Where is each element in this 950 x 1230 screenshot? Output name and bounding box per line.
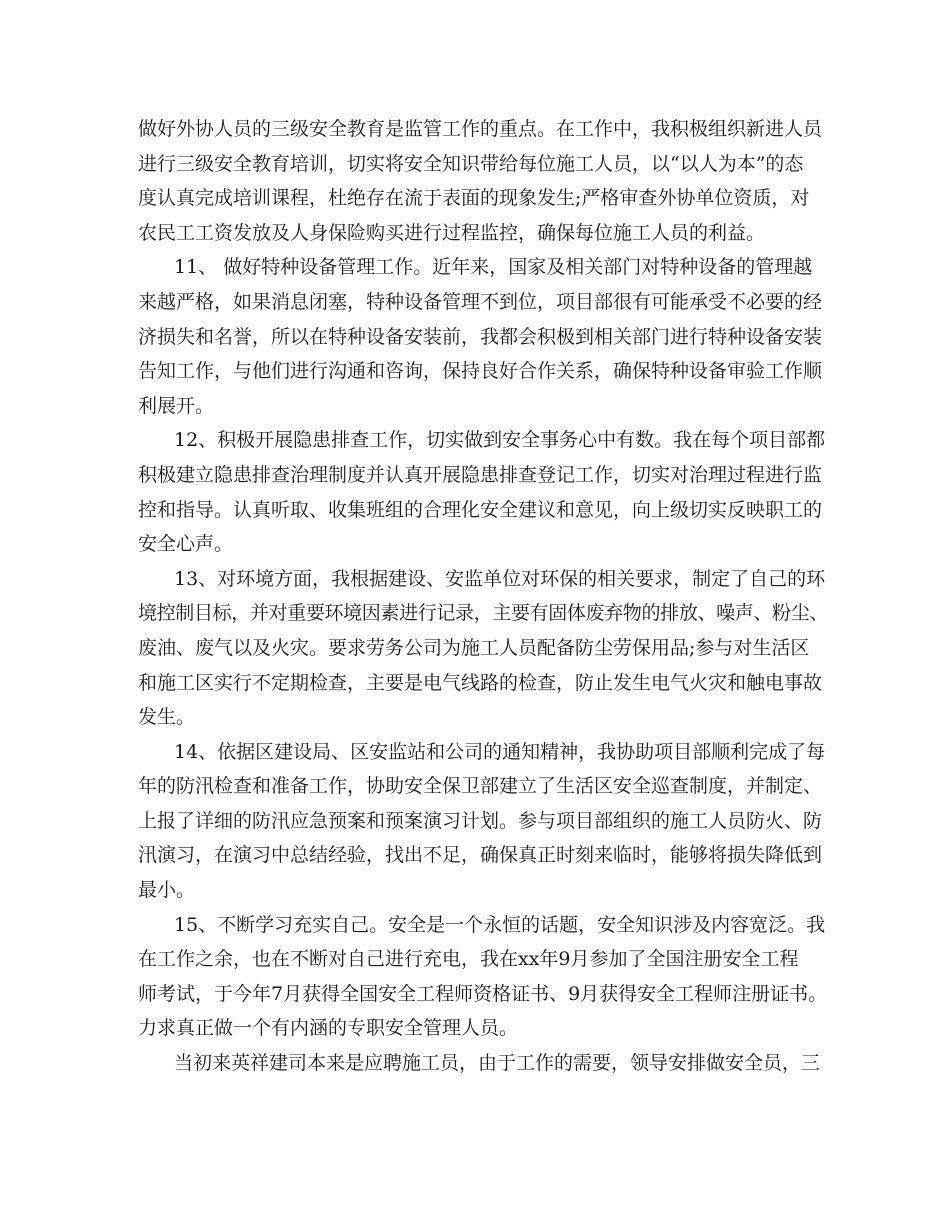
- text-line: 12、积极开展隐患排查工作，切实做到安全事务心中有数。我在每个项目部都: [174, 429, 826, 452]
- text-line: 在工作之余，也在不断对自己进行充电，我在xx年9月参加了全国注册安全工程: [138, 948, 799, 971]
- text-line: 13、对环境方面，我根据建设、安监单位对环保的相关要求，制定了自己的环: [174, 567, 826, 590]
- text-line: 安全心声。: [138, 533, 234, 556]
- text-line: 14、依据区建设局、区安监站和公司的通知精神，我协助项目部顺利完成了每: [174, 740, 826, 763]
- text-line: 做好外协人员的三级安全教育是监管工作的重点。在工作中，我积极组织新进人员: [138, 118, 823, 140]
- text-line: 度认真完成培训课程，杜绝存在流于表面的现象发生;严格审查外协单位资质，对: [138, 187, 810, 210]
- text-line: 来越严格，如果消息闭塞，特种设备管理不到位，项目部很有可能承受不必要的经: [138, 290, 823, 313]
- text-line: 进行三级安全教育培训，切实将安全知识带给每位施工人员，以“以人为本”的态: [138, 152, 804, 175]
- text-line: 和施工区实行不定期检查，主要是电气线路的检查，防止发生电气火灾和触电事故: [138, 671, 823, 694]
- text-line: 最小。: [138, 879, 196, 902]
- text-line: 汛演习，在演习中总结经验，找出不足，确保真正时刻来临时，能够将损失降低到: [138, 844, 823, 867]
- text-line: 年的防汛检查和准备工作，协助安全保卫部建立了生活区安全巡查制度，并制定、: [138, 775, 823, 798]
- text-line: 力求真正做一个有内涵的专职安全管理人员。: [138, 1017, 519, 1040]
- text-line: 师考试，于今年7月获得全国安全工程师资格证书、9月获得安全工程师注册证书。: [138, 982, 828, 1005]
- text-line: 11、 做好特种设备管理工作。近年来，国家及相关部门对特种设备的管理越: [174, 256, 813, 279]
- document-body: [138, 112, 828, 1081]
- text-line: 积极建立隐患排查治理制度并认真开展隐患排查登记工作，切实对治理过程进行监: [138, 463, 823, 486]
- text-line: 农民工工资发放及人身保险购买进行过程监控，确保每位施工人员的利益。: [138, 221, 766, 244]
- text-line: 当初来英祥建司本来是应聘施工员，由于工作的需要，领导安排做安全员，三: [174, 1052, 821, 1075]
- text-line: 境控制目标，并对重要环境因素进行记录，主要有固体废弃物的排放、噪声、粉尘、: [138, 602, 829, 625]
- text-line: 控和指导。认真听取、收集班组的合理化安全建议和意见，向上级切实反映职工的: [138, 498, 823, 521]
- text-line: 济损失和名誉，所以在特种设备安装前，我都会积极到相关部门进行特种设备安装: [138, 325, 823, 348]
- text-line: 上报了详细的防汛应急预案和预案演习计划。参与项目部组织的施工人员防火、防: [138, 809, 823, 832]
- text-line: 发生。: [138, 706, 196, 729]
- text-line: 15、不断学习充实自己。安全是一个永恒的话题，安全知识涉及内容宽泛。我: [174, 913, 826, 936]
- text-line: 利展开。: [138, 394, 215, 417]
- text-line: 告知工作，与他们进行沟通和咨询，保持良好合作关系，确保特种设备审验工作顺: [138, 360, 823, 383]
- text-line: 废油、废气以及火灾。要求劳务公司为施工人员配备防尘劳保用品;参与对生活区: [138, 636, 810, 659]
